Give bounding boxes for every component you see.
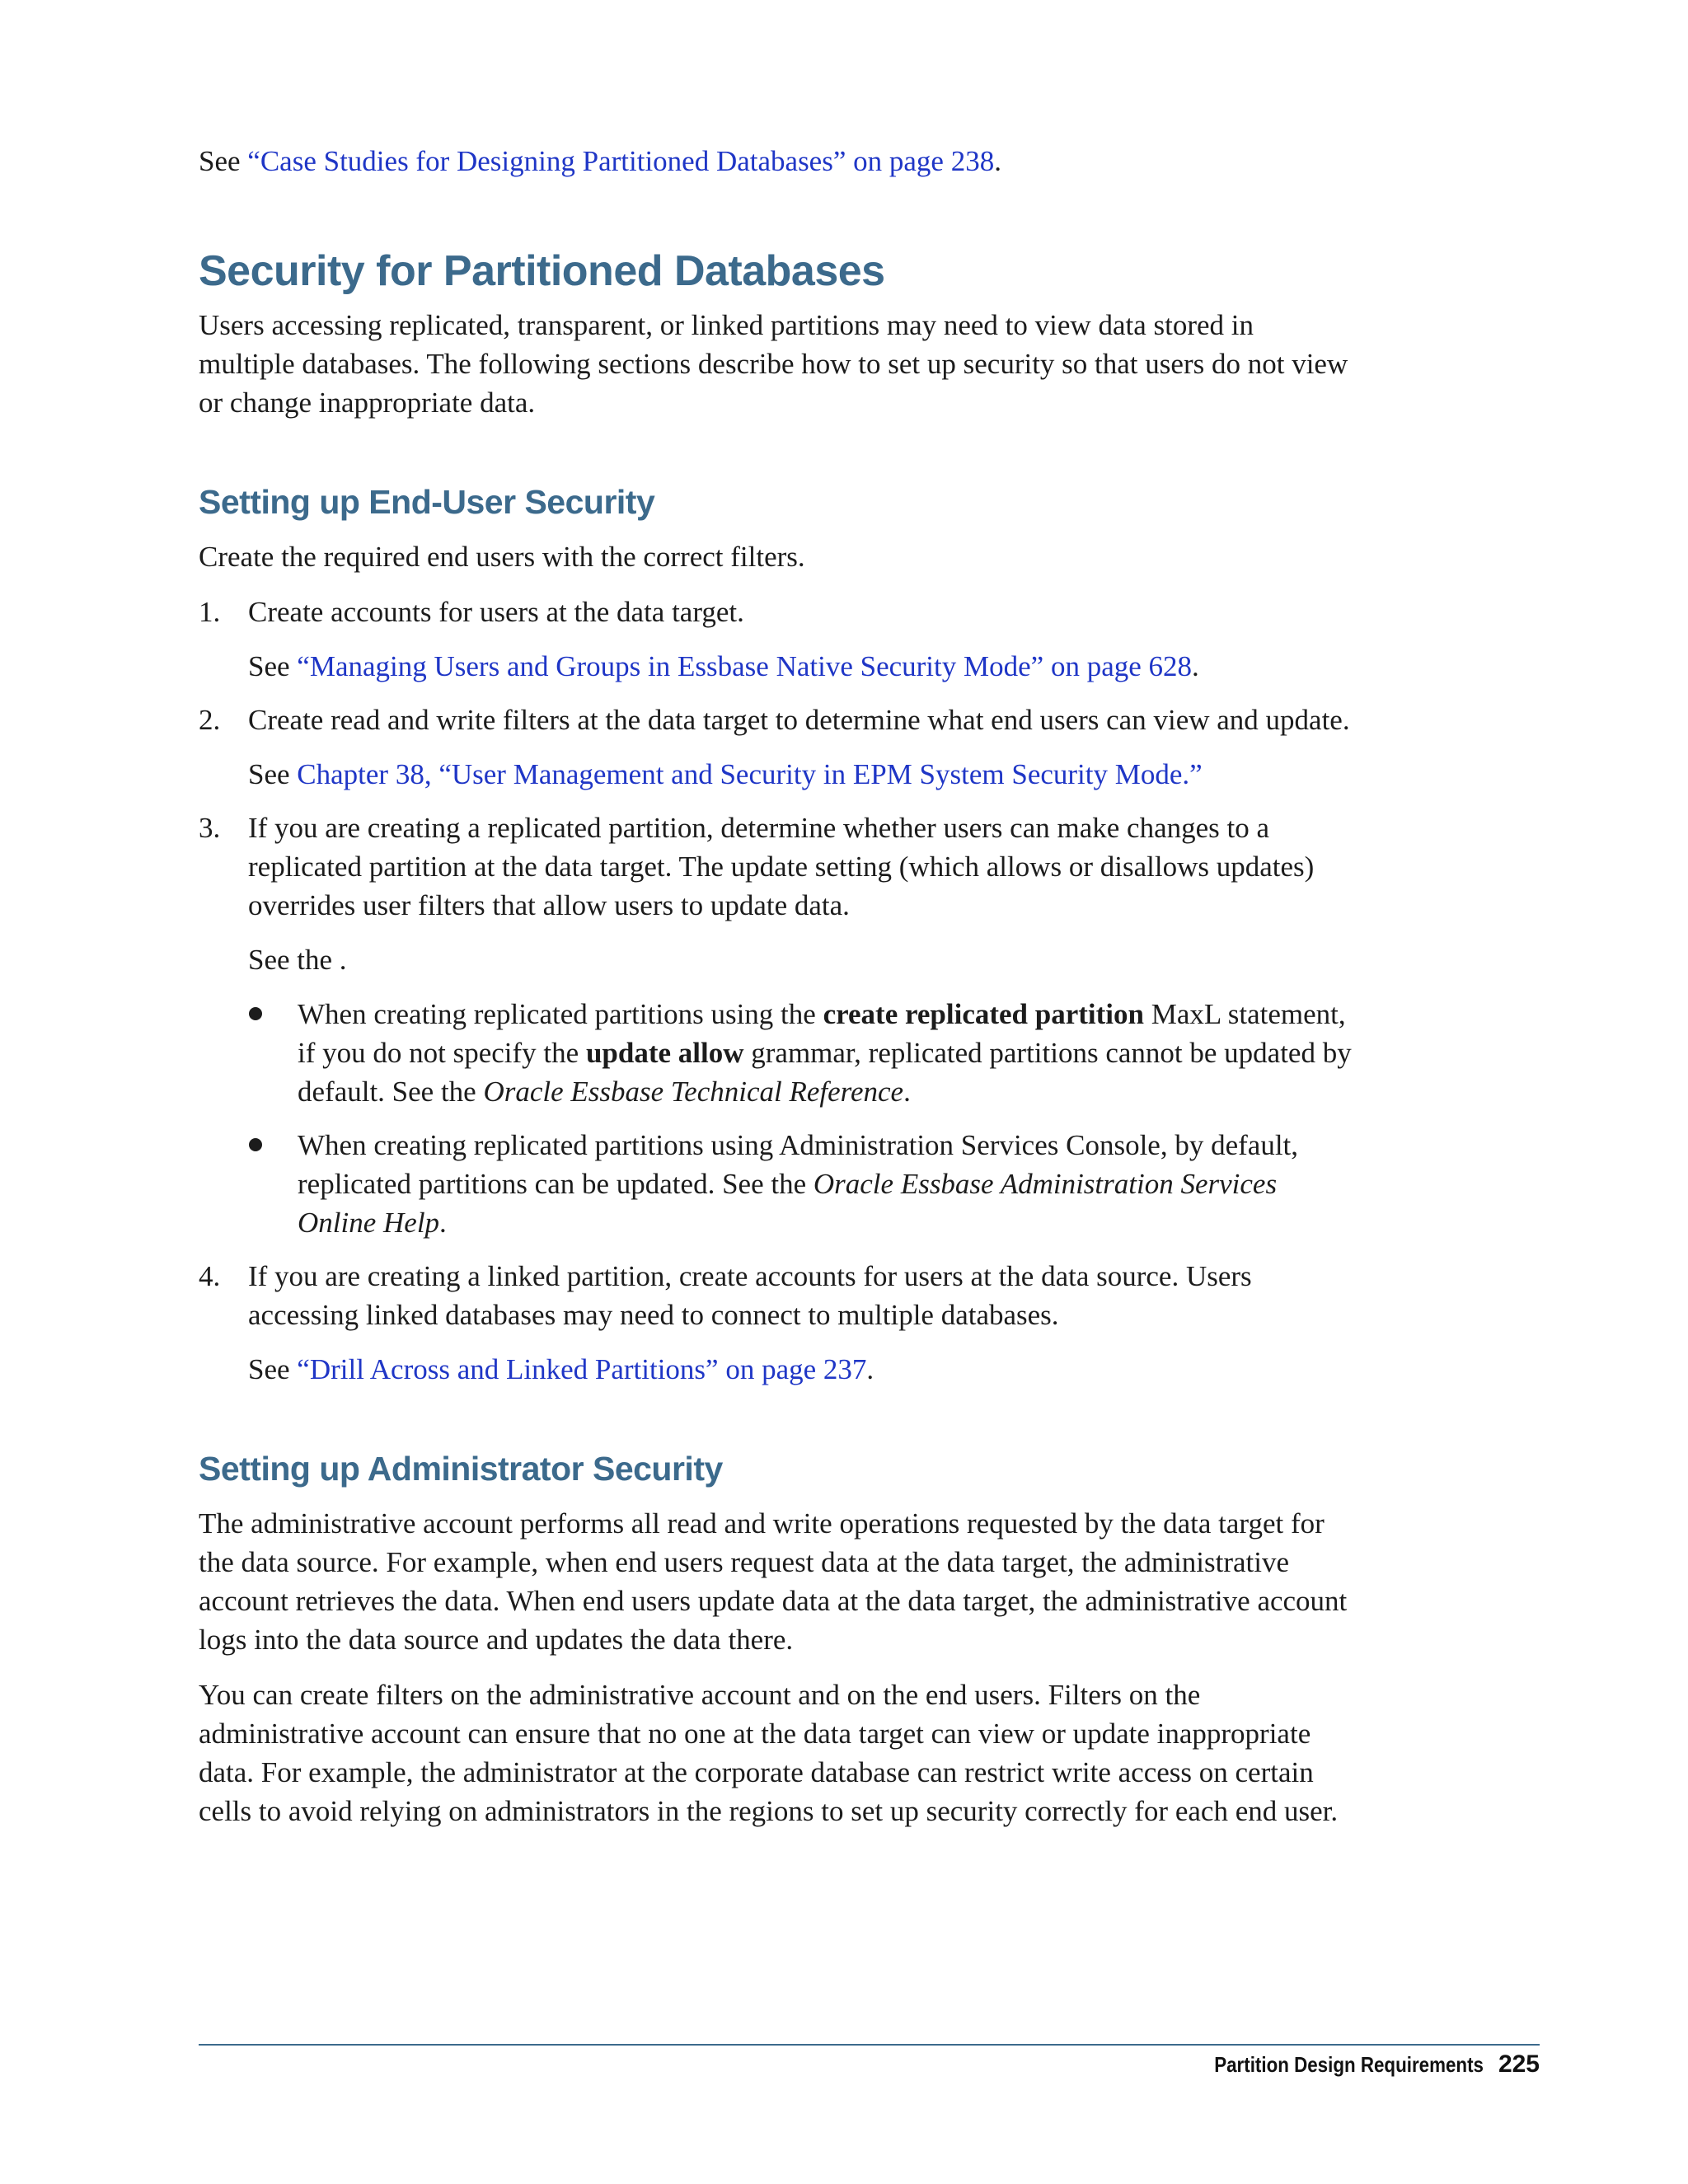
section-intro-paragraph: Users accessing replicated, transparent, or linked partitions may need to view data stored in multiple databases. The following sections describe how to set up security so that users do not view or change inappropriate data. bbox=[199, 309, 1348, 419]
bullet-icon bbox=[249, 1138, 262, 1151]
step-number: 2. bbox=[199, 704, 221, 736]
bullet-text bbox=[298, 995, 1353, 1111]
update-setting-bullets bbox=[248, 995, 1353, 1242]
list-item bbox=[199, 593, 1353, 686]
step-see-line bbox=[248, 1350, 1353, 1389]
footer-title: Partition Design Requirements bbox=[1214, 2052, 1484, 2077]
text-run: grammar, replicated partitions cannot be updated by default. See the bbox=[298, 1037, 1352, 1108]
see-prefix: See bbox=[248, 1353, 298, 1385]
see-prefix: See bbox=[248, 650, 298, 682]
see-prefix: See bbox=[248, 758, 298, 790]
step-number: 3. bbox=[199, 812, 221, 844]
list-item bbox=[248, 1126, 1353, 1242]
drill-across-link[interactable]: “Drill Across and Linked Partitions” on page 237 bbox=[297, 1353, 867, 1385]
bold-command: create replicated partition bbox=[823, 998, 1144, 1030]
text-run: . bbox=[439, 1207, 447, 1239]
see-suffix: . bbox=[1192, 650, 1199, 682]
page-number: 225 bbox=[1498, 2050, 1540, 2078]
text-run: When creating replicated partitions using the bbox=[298, 998, 823, 1030]
admin-paragraph-2: You can create filters on the administrative account and on the end users. Filters on the administrative account can ensure that no one at the data target can view or update inappropriate data. For example, the administrator at the corporate database can restrict write access on certain cells to avoid relying on administrators in the regions to set up security correctly for each end user. bbox=[199, 1679, 1339, 1827]
book-title: Oracle Essbase Administration Services Online Help bbox=[298, 1168, 1278, 1239]
step-text: Create accounts for users at the data target. bbox=[248, 596, 744, 628]
end-user-security-heading: Setting up End-User Security bbox=[199, 483, 655, 521]
page-footer bbox=[1170, 2050, 1540, 2079]
admin-paragraph-1: The administrative account performs all read and write operations requested by the data target for the data source. For example, when end users request data at the data target, the administrative account retrieves the data. When end users update data at the data target, the administrative account logs into the data source and updates the data there. bbox=[199, 1507, 1348, 1656]
bullet-text bbox=[298, 1126, 1353, 1242]
page-content bbox=[199, 142, 1353, 1847]
administrator-security-heading: Setting up Administrator Security bbox=[199, 1450, 723, 1488]
text-run: MaxL statement, if you do not specify the bbox=[298, 998, 1346, 1069]
section-title: Security for Partitioned Databases bbox=[199, 247, 885, 295]
end-user-steps-list bbox=[199, 593, 1353, 1389]
text-run: When creating replicated partitions using Administration Services Console, by default, replicated partitions can be updated. See the bbox=[298, 1129, 1299, 1200]
step-text: Create read and write filters at the data target to determine what end users can view and update. bbox=[248, 704, 1350, 736]
step-see-line: See the . bbox=[248, 944, 347, 976]
step-see-line bbox=[248, 647, 1353, 686]
book-title: Oracle Essbase Technical Reference bbox=[483, 1076, 904, 1108]
step-text: If you are creating a replicated partition, determine whether users can make changes to a replicated partition at the data target. The update setting (which allows or disallows updates) overrides user filters that allow users to update data. bbox=[248, 812, 1315, 921]
list-item bbox=[199, 701, 1353, 794]
bullet-icon bbox=[249, 1007, 262, 1020]
step-number: 1. bbox=[199, 596, 221, 628]
intro-see-line bbox=[199, 142, 1353, 180]
bold-grammar: update allow bbox=[585, 1037, 744, 1069]
step-see-line bbox=[248, 755, 1353, 794]
text-run: . bbox=[903, 1076, 911, 1108]
list-item bbox=[248, 995, 1353, 1111]
see-prefix: See bbox=[199, 145, 248, 177]
list-item bbox=[199, 1257, 1353, 1389]
case-studies-link[interactable]: “Case Studies for Designing Partitioned Databases” on page 238 bbox=[247, 145, 995, 177]
step-text: If you are creating a linked partition, create accounts for users at the data source. Users accessing linked databases may need to connect to multiple databases. bbox=[248, 1260, 1252, 1331]
chapter-38-link[interactable]: Chapter 38, “User Management and Security in EPM System Security Mode.” bbox=[297, 758, 1203, 790]
managing-users-link[interactable]: “Managing Users and Groups in Essbase Native Security Mode” on page 628 bbox=[297, 650, 1193, 682]
step-number: 4. bbox=[199, 1260, 221, 1292]
footer-rule bbox=[199, 2044, 1540, 2046]
see-suffix: . bbox=[994, 145, 1001, 177]
list-item bbox=[199, 808, 1353, 1242]
end-user-intro: Create the required end users with the correct filters. bbox=[199, 541, 805, 573]
see-suffix: . bbox=[866, 1353, 874, 1385]
